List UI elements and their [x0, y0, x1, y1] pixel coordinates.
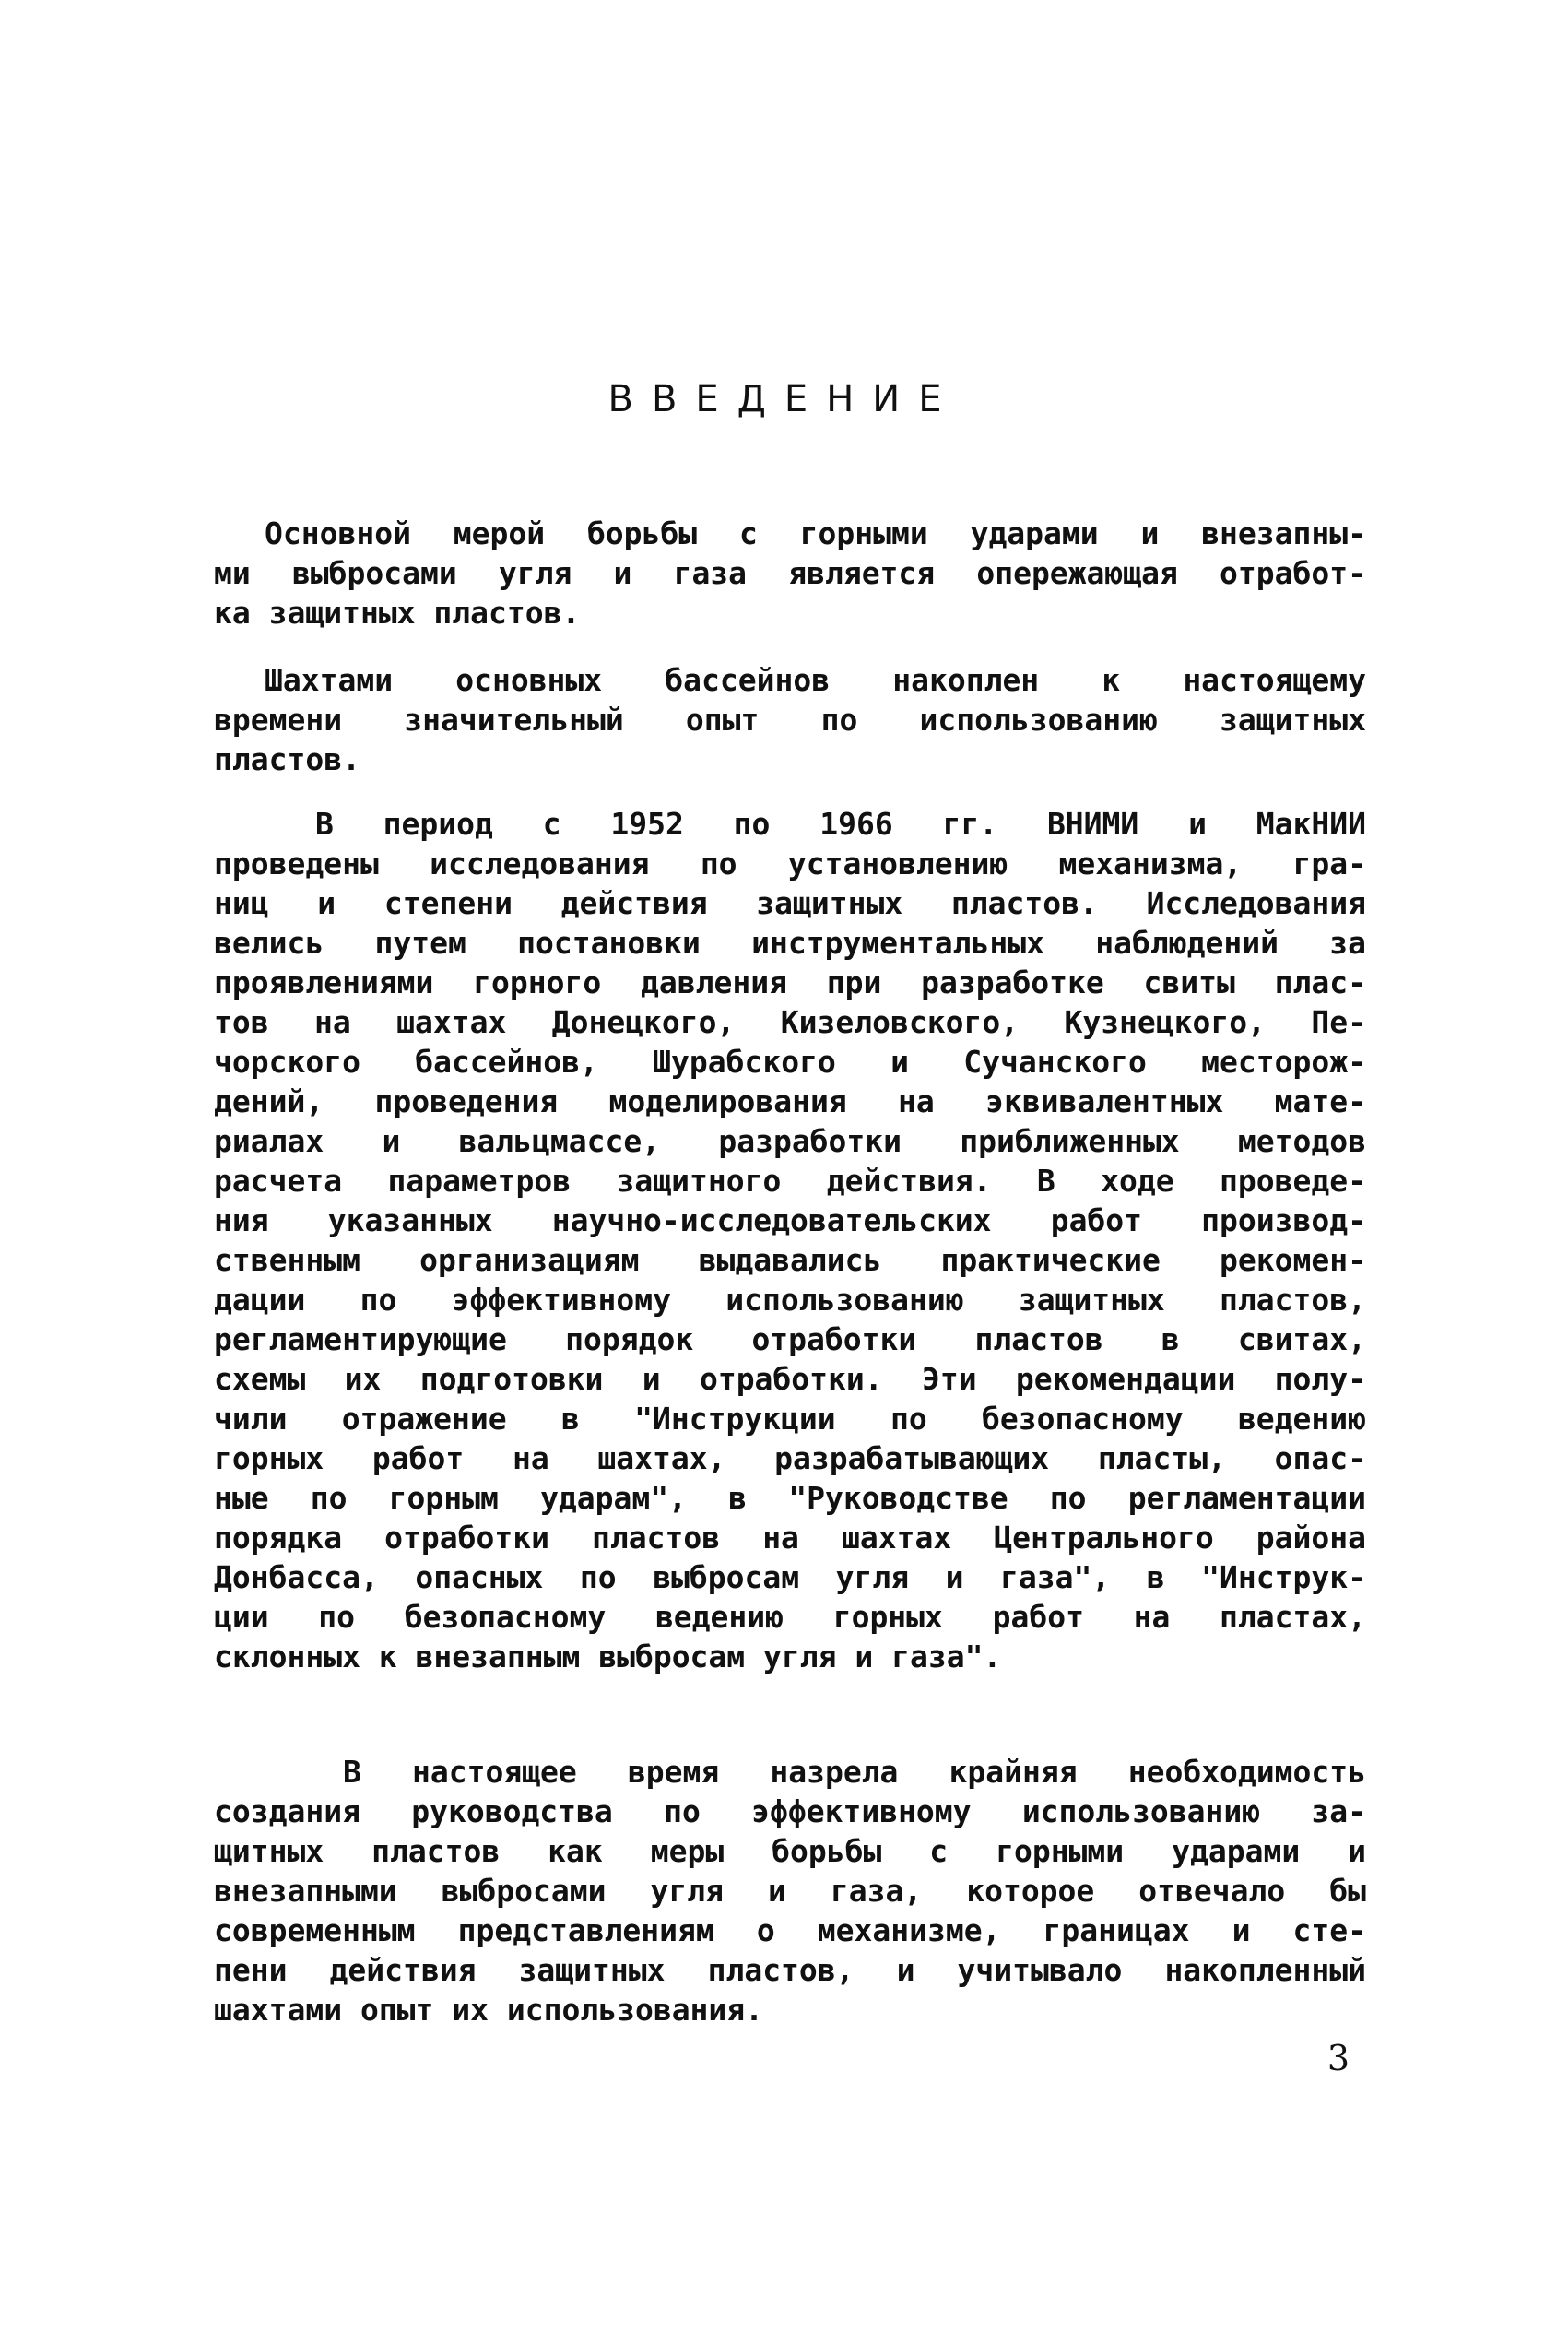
text-line: времени значительный опыт по использованию защитных: [214, 702, 1366, 738]
text-line: Основной мерой борьбы с горными ударами и внезапны-: [265, 515, 1366, 551]
text-line: риалах и вальцмассе, разработки приближенных методов: [214, 1123, 1366, 1159]
text-line: шахтами опыт их использования.: [214, 1992, 764, 2028]
text-line: ственным организациям выдавались практические рекомен-: [214, 1242, 1366, 1278]
text-line: тов на шахтах Донецкого, Кизеловского, Кузнецкого, Пе-: [214, 1004, 1366, 1040]
text-line: создания руководства по эффективному использованию за-: [214, 1793, 1366, 1829]
text-line: дации по эффективному использованию защитных пластов,: [214, 1282, 1366, 1318]
text-line: пластов.: [214, 741, 360, 777]
text-line: ниц и степени действия защитных пластов. Исследования: [214, 885, 1366, 921]
paragraph-3: [214, 804, 1366, 1676]
text-line: чорского бассейнов, Шурабского и Сучанского месторож-: [214, 1044, 1366, 1080]
text-line: щитных пластов как меры борьбы с горными ударами и: [214, 1833, 1366, 1869]
text-line: расчета параметров защитного действия. В ходе проведе-: [214, 1163, 1366, 1199]
text-line: В настоящее время назрела крайняя необходимость: [343, 1754, 1366, 1790]
text-line: В период с 1952 по 1966 гг. ВНИМИ и МакНИИ: [315, 806, 1366, 842]
text-line: чили отражение в "Инструкции по безопасному ведению: [214, 1401, 1366, 1437]
text-line: Донбасса, опасных по выбросам угля и газа", в "Инструк-: [214, 1559, 1366, 1595]
text-line: ми выбросами угля и газа является опережающая отработ-: [214, 555, 1366, 591]
text-line: регламентирующие порядок отработки пластов в свитах,: [214, 1321, 1366, 1357]
paragraph-2: [214, 660, 1366, 779]
text-line: ка защитных пластов.: [214, 595, 581, 631]
paragraph-4: [214, 1752, 1366, 2029]
text-line: дений, проведения моделирования на эквивалентных мате-: [214, 1083, 1366, 1119]
text-line: пени действия защитных пластов, и учитывало накопленный: [214, 1952, 1366, 1988]
page-title: ВВЕДЕНИЕ: [607, 378, 961, 420]
text-line: внезапными выбросами угля и газа, которое отвечало бы: [214, 1873, 1366, 1909]
text-line: ния указанных научно-исследовательских работ производ-: [214, 1202, 1366, 1238]
text-line: ции по безопасному ведению горных работ на пластах,: [214, 1599, 1366, 1635]
text-line: Шахтами основных бассейнов накоплен к настоящему: [265, 662, 1366, 698]
text-line: склонных к внезапным выбросам угля и газа".: [214, 1639, 1002, 1674]
text-line: современным представлениям о механизме, границах и сте-: [214, 1912, 1366, 1948]
text-line: проведены исследования по установлению механизма, гра-: [214, 846, 1366, 882]
text-line: схемы их подготовки и отработки. Эти рекомендации полу-: [214, 1361, 1366, 1397]
text-line: проявлениями горного давления при разработке свиты плас-: [214, 964, 1366, 1000]
text-line: порядка отработки пластов на шахтах Центрального района: [214, 1520, 1366, 1556]
page-number: 3: [1326, 2038, 1350, 2078]
paragraph-1: [214, 514, 1366, 633]
text-line: горных работ на шахтах, разрабатывающих пласты, опас-: [214, 1440, 1366, 1476]
text-line: велись путем постановки инструментальных наблюдений за: [214, 925, 1366, 961]
text-line: ные по горным ударам", в "Руководстве по регламентации: [214, 1480, 1366, 1516]
